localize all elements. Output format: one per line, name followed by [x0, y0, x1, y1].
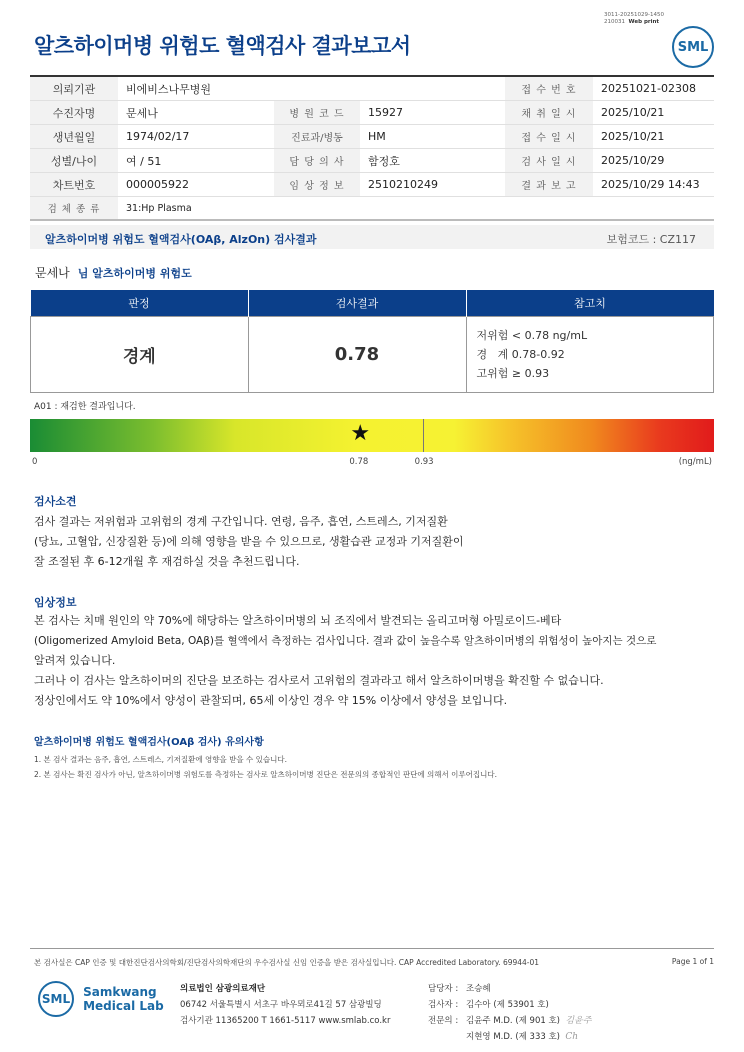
page-title: 알츠하이머병 위험도 혈액검사 결과보고서 [34, 34, 411, 58]
cautions-list: 1. 본 검사 결과는 음주, 흡연, 스트레스, 기저질환에 영향을 받을 수 있습니다. 2. 본 검사는 확진 검사가 아닌, 알츠하이머병 위험도를 측정하는 검사로 알츠하이머병 진단은 전문의의 종합적인 판단에 의해서 이루어집니다. [34, 755, 498, 779]
result-table: 판정 검사결과 참고치 경계 0.78 저위험 < 0.78 ng/mL 경 계 0.78-0.92 고위험 ≥ 0.93 [30, 290, 714, 393]
document-id: 3011-20251029-1450 210031 Web print [604, 12, 664, 25]
risk-gauge-bar [30, 419, 714, 452]
specimen-value: 31:Hp Plasma [118, 197, 714, 221]
certification-text: 본 검사실은 CAP 인증 및 대한진단검사의학회/진단검사의학재단의 우수검사실 신임 인증을 받은 검사실입니다. CAP Accredited Laboratory. 69944-01 [34, 958, 540, 967]
patient-risk-line: 문세나 님 알츠하이머병 위험도 [35, 266, 192, 280]
receipt-no-value: 20251021-02308 [593, 76, 714, 101]
result-value: 0.78 [248, 317, 466, 393]
gauge-label-low: 0.78 [349, 457, 369, 467]
threshold-line-high [423, 419, 424, 452]
signature-1: 김윤주 [565, 1016, 592, 1026]
footer-divider [30, 948, 714, 949]
verdict-value: 경계 [31, 317, 249, 393]
retest-note: A01 : 재검한 결과입니다. [34, 402, 136, 412]
clinical-info-text: 본 검사는 치매 원인의 약 70%에 해당하는 알츠하이머병의 뇌 조직에서 발견되는 올리고머형 아밀로이드-베타 (Oligomerized Amyloid Beta, OAβ)를 혈액에서 측정하는 검사입니다. 결과 값이 높을수록 알츠하이머병의 위험성이 높아지는 것으로 알려져 있습니다. 그러나 이 검사는 알츠하이머의 진단을 보조하는 검사로서 고위험의 결과라고 해서 알츠하이머병을 확진할 수 없습니다. 정상인에서도 약 10%에서 양성이 관찰되며, 65세 이상인 경우 약 15% 이상에서 양성을 보입니다. [34, 614, 657, 707]
findings-title: 검사소견 [34, 495, 77, 508]
gauge-label-zero: 0 [32, 457, 38, 467]
result-marker-star-icon: ★ [350, 421, 371, 446]
sml-logo: SML [672, 26, 714, 68]
cautions-title: 알츠하이머병 위험도 혈액검사(OAβ 검사) 유의사항 [34, 737, 264, 748]
organization-info: 의료법인 삼광의료재단 06742 서울특별시 서초구 바우뫼로41길 57 삼광빌딩 검사기관 11365200 T 1661-5117 www.smlab.co.kr [180, 984, 391, 1026]
staff-list: 담당자 : 조승혜 검사자 : 김수아 (제 53901 호) 전문의 : 김윤주 M.D. (제 901 호) 김윤주 지현영 M.D. (제 333 호) Ch [428, 984, 592, 1042]
insurance-code: 보험코드 : CZ117 [606, 233, 696, 246]
requester-value: 비에비스나무병원 [118, 76, 505, 101]
patient-name-value: 문세나 [118, 101, 274, 125]
reference-range: 저위험 < 0.78 ng/mL 경 계 0.78-0.92 고위험 ≥ 0.93 [466, 317, 714, 393]
page-number: Page 1 of 1 [671, 957, 714, 966]
samkwang-logo: SML Samkwang Medical Lab [38, 981, 164, 1017]
clinical-info-title: 임상정보 [34, 596, 77, 609]
findings-text: 검사 결과는 저위험과 고위험의 경계 구간입니다. 연령, 음주, 흡연, 스트레스, 기저질환 (당뇨, 고혈압, 신장질환 등)에 의해 영향을 받을 수 있으므로, 생활습관 교정과 기저질환이 잘 조절된 후 6-12개월 후 재검하실 것을 추천드립니다. [34, 515, 464, 568]
patient-info-table: 의뢰기관 비에비스나무병원 접 수 번 호 20251021-02308 수진자명 문세나 병 원 코 드 15927 채 취 일 시 2025/10/21 생년월일 1974/02/17 진료과/병동 HM 접 수 일 시 2025/10/21 성별/나이 여 / 51 담 당 의 사 함정호 검 사 일 시 2025/10/29 차트번호 000005922 임 상 정 보 2510210249 결 과 보 고 2025/10/29 14:43 검 체 종 류 31:Hp Plasma [30, 75, 714, 221]
section-title: 알츠하이머병 위험도 혈액검사(OAβ, AlzOn) 검사결과 [45, 233, 317, 246]
gauge-unit: (ng/mL) [678, 457, 712, 467]
gauge-label-high: 0.93 [414, 457, 434, 467]
signature-2: Ch [565, 1032, 579, 1042]
